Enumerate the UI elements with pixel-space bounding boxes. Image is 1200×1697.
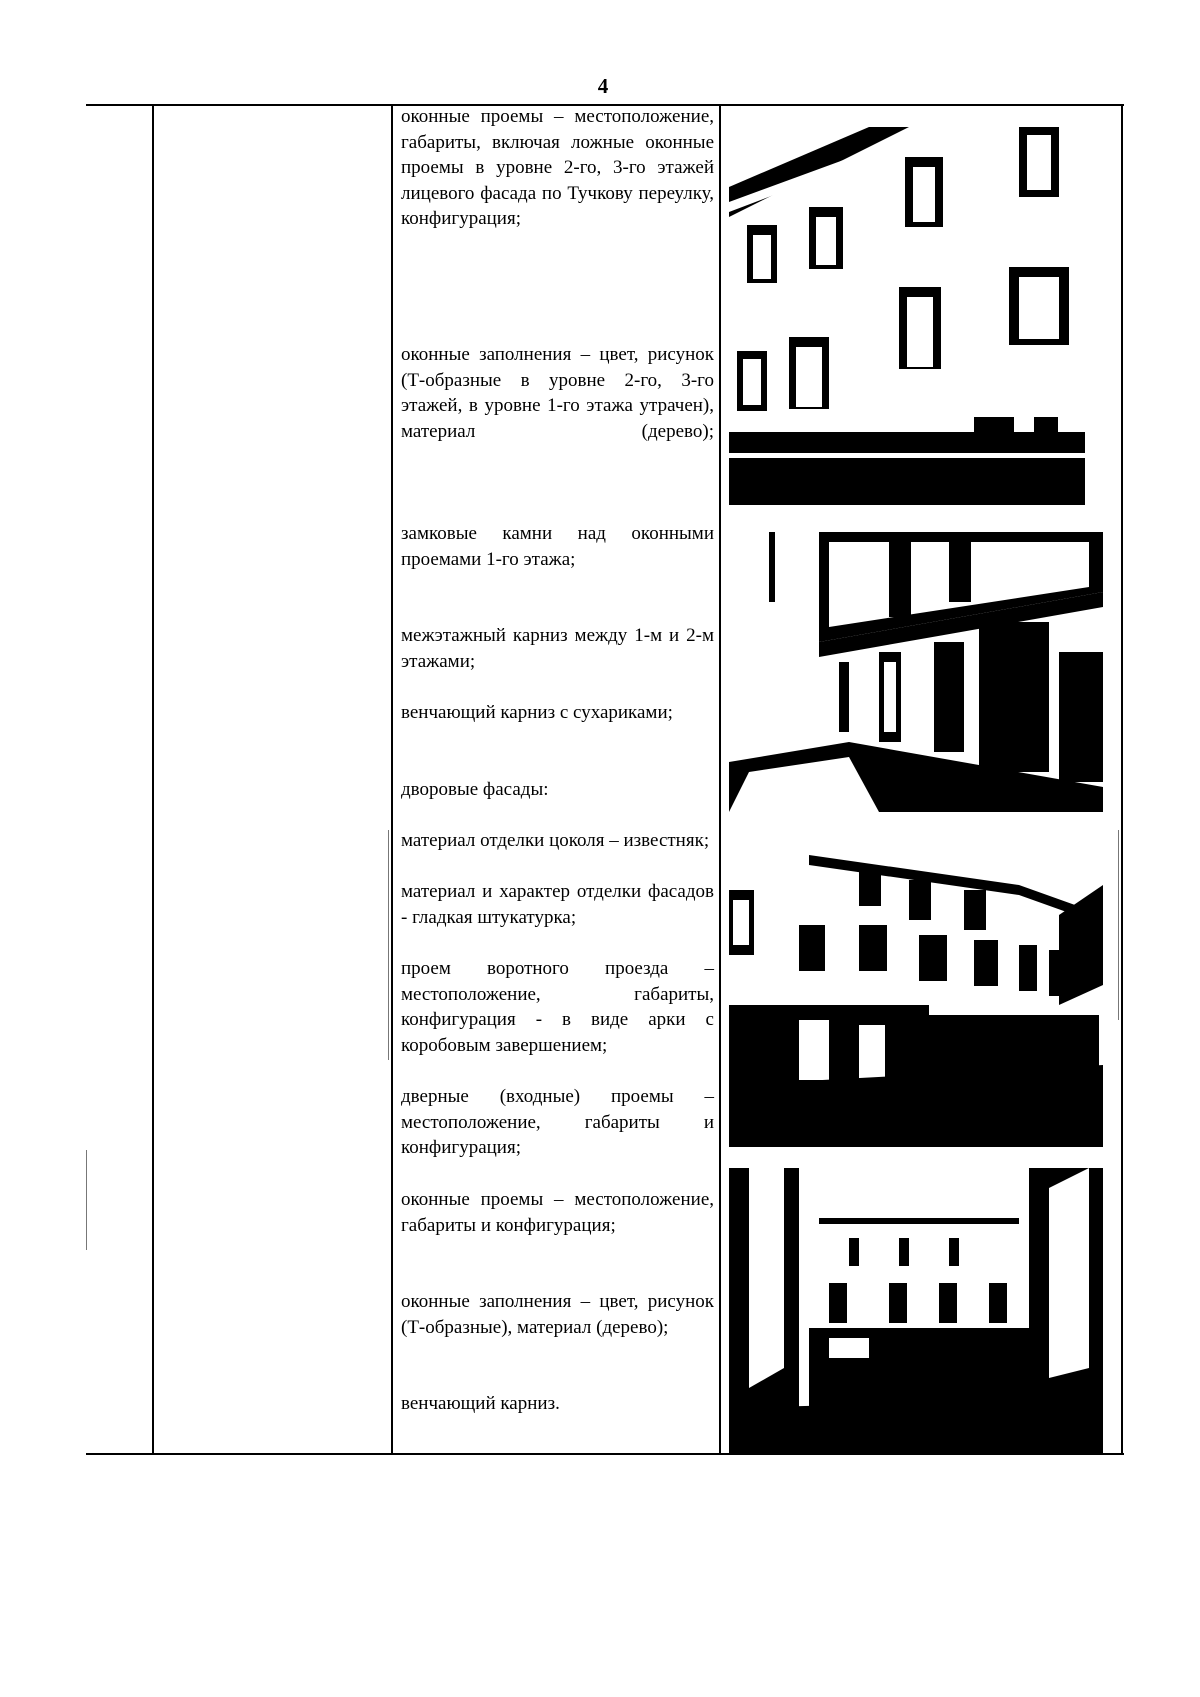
text-window-openings-street: оконные проемы – местоположение, габариты, включая ложные оконные проемы в уровне 2-го, 3-го этажей лицевого фасада по Тучкову переулку, конфигурация; [401, 106, 714, 229]
courtyard-view-photo [729, 1168, 1103, 1454]
table-column-divider-2 [391, 104, 393, 1455]
text-facade-finish: материал и характер отделки фасадов - гладкая штукатурка; [401, 881, 714, 928]
text-crowning-cornice: венчающий карниз. [401, 1393, 560, 1414]
street-facade-photo [729, 127, 1085, 505]
table-right-border [1121, 104, 1123, 1455]
text-gateway-opening: проем воротного проезда – местоположение, габариты, конфигурация - в виде арки с коробовым завершением; [401, 958, 714, 1056]
scan-artifact-mid [388, 830, 389, 1060]
text-window-fillings-courtyard: оконные заполнения – цвет, рисунок (Т-образные), материал (дерево); [401, 1291, 714, 1338]
table-column-divider-1 [152, 104, 154, 1455]
courtyard-facade-photo [729, 855, 1103, 1147]
scan-artifact-left [86, 1150, 87, 1250]
text-courtyard-facades-heading: дворовые фасады: [401, 779, 549, 800]
scan-artifact-right [1118, 830, 1119, 1020]
text-crowning-cornice-dentils: венчающий карниз с сухариками; [401, 702, 673, 723]
page-number: 4 [597, 74, 609, 98]
street-perspective-photo [729, 532, 1103, 812]
text-door-openings: дверные (входные) проемы – местоположение, габариты и конфигурация; [401, 1086, 714, 1158]
text-plinth-material: материал отделки цоколя – известняк; [401, 830, 710, 851]
text-window-openings-courtyard: оконные проемы – местоположение, габариты и конфигурация; [401, 1189, 714, 1236]
table-column-divider-3 [719, 104, 721, 1455]
text-window-fillings-street: оконные заполнения – цвет, рисунок (Т-образные в уровне 2-го, 3-го этажей, в уровне 1-го этажа утрачен), материал (дерево); [401, 344, 714, 442]
text-keystones: замковые камни над оконными проемами 1-го этажа; [401, 523, 714, 570]
text-interfloor-cornice: межэтажный карниз между 1-м и 2-м этажами; [401, 625, 714, 672]
